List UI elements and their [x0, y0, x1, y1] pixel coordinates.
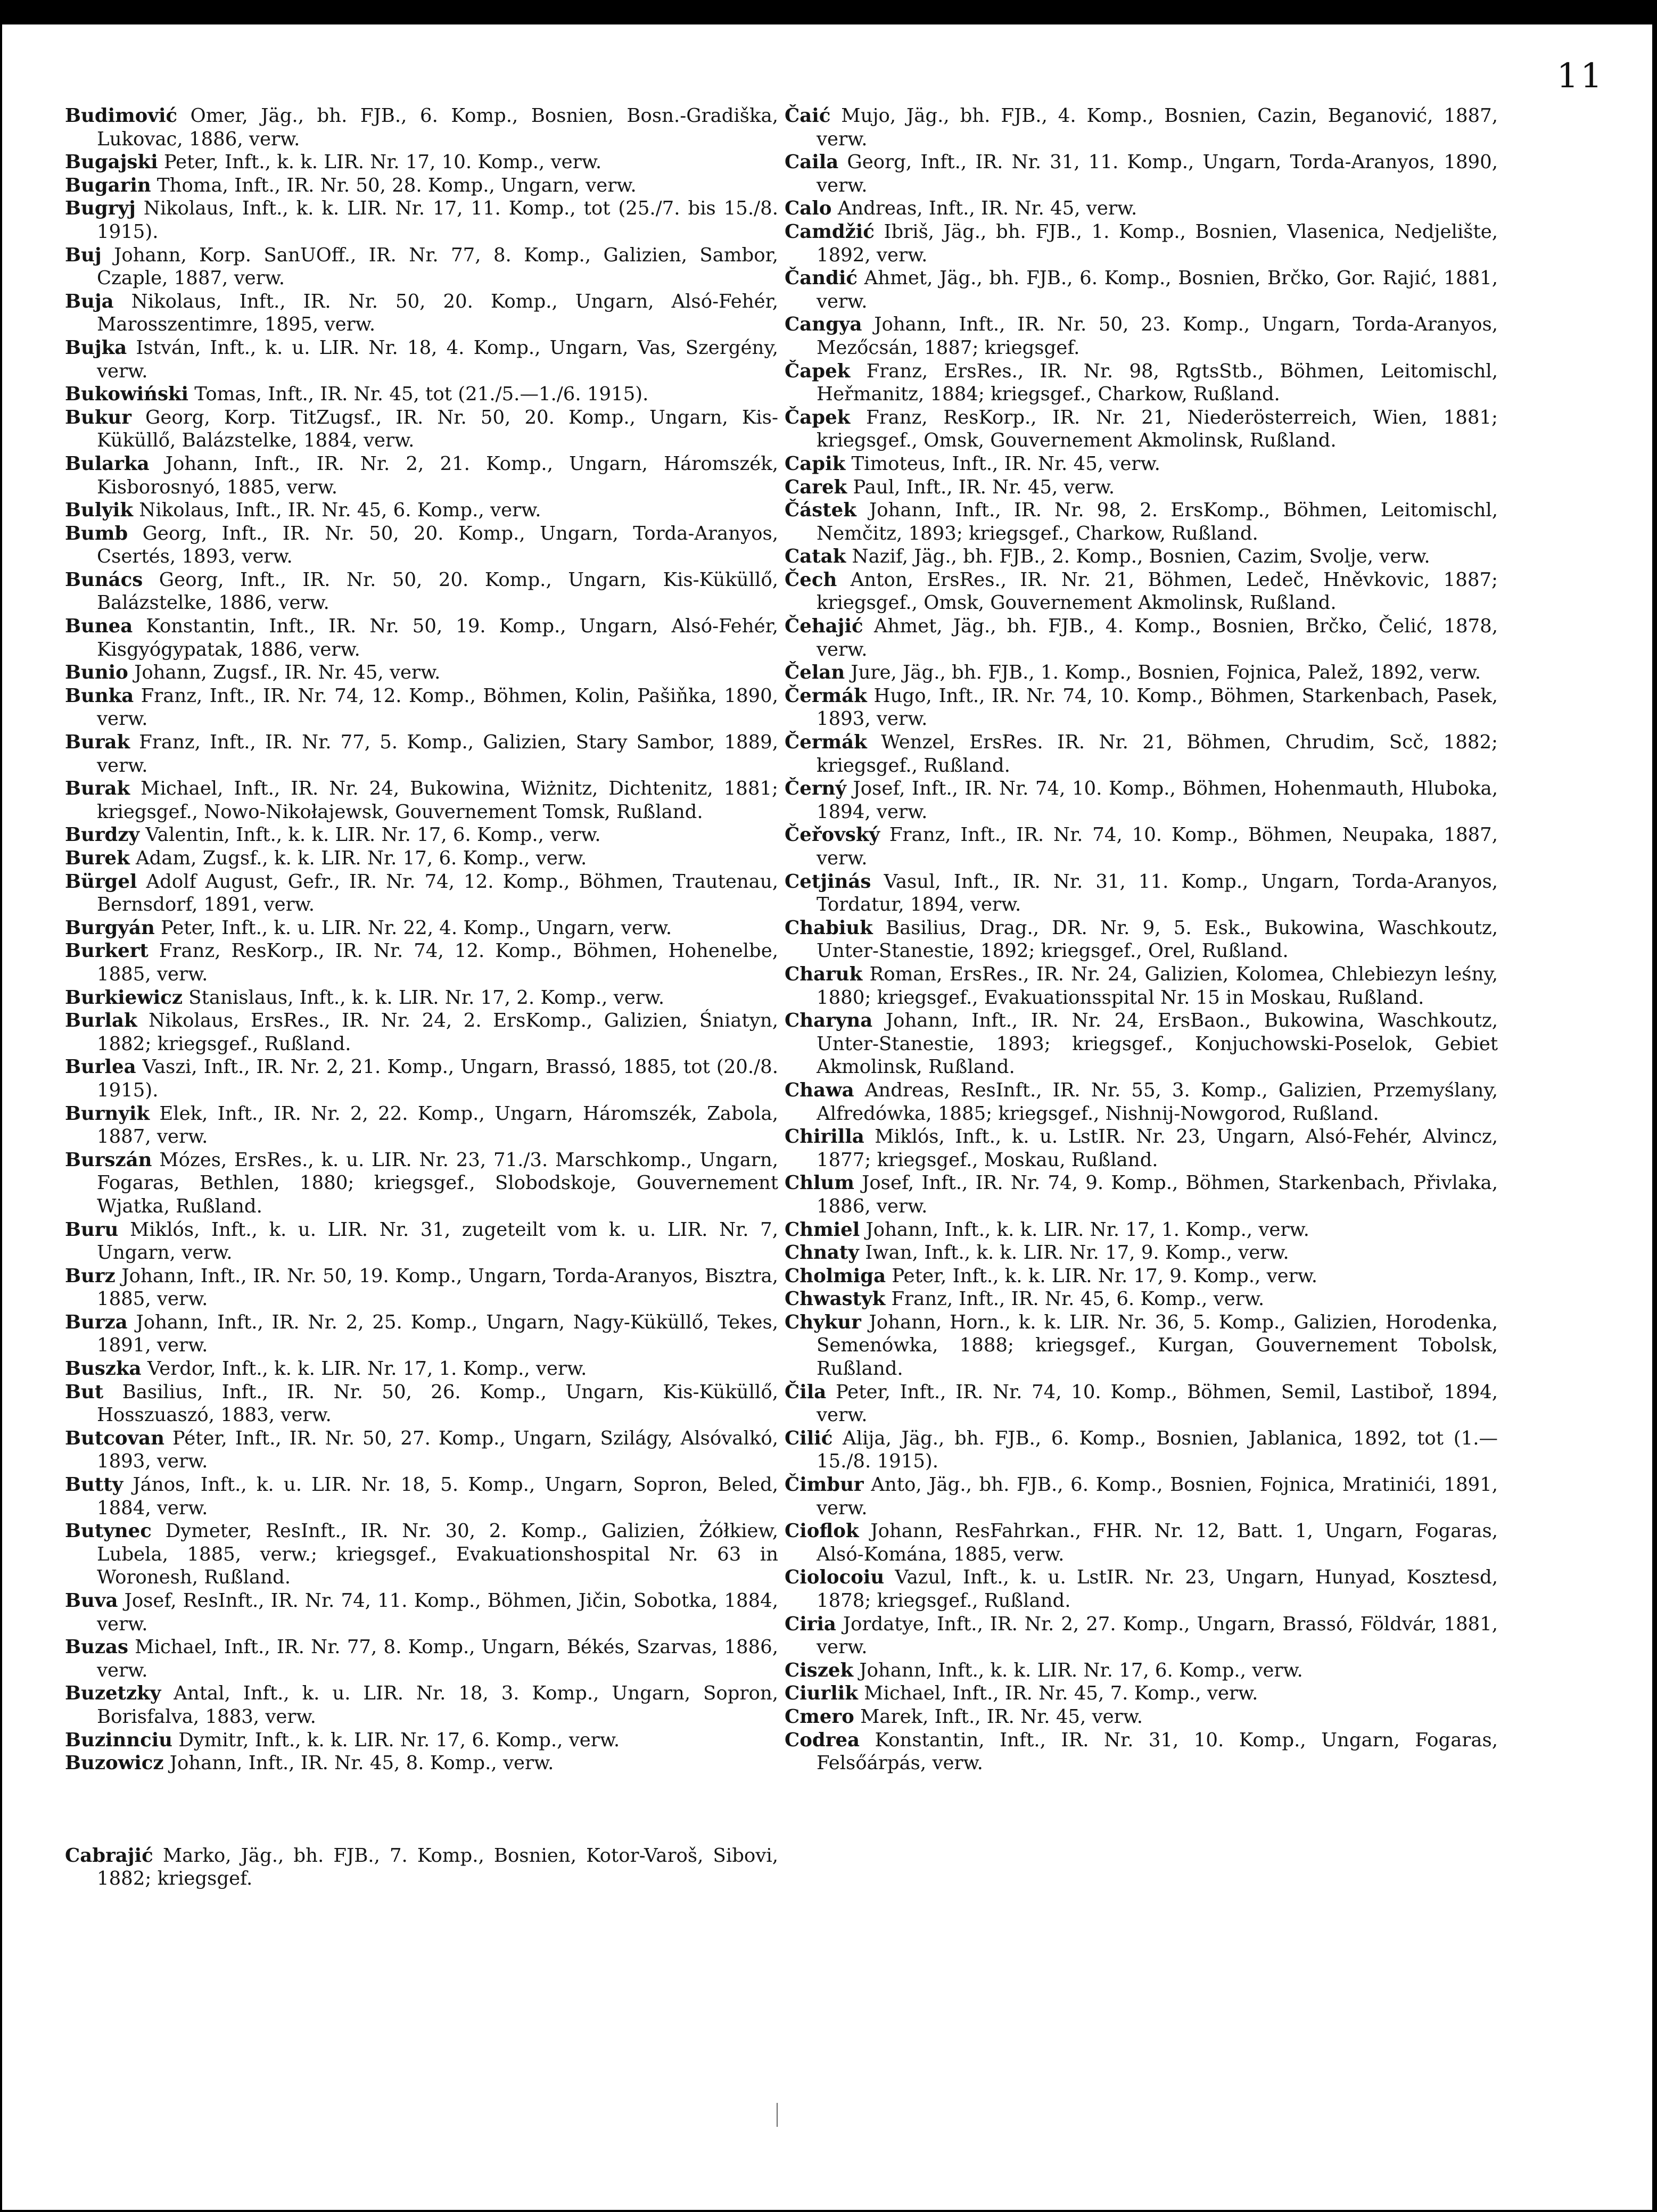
- entry-surname: Cholmiga: [785, 1265, 886, 1287]
- entry-surname: Budimović: [65, 105, 178, 127]
- entry-details: Miklós, Inft., k. u. LIR. Nr. 31, zugeteilt vom k. u. LIR. Nr. 7, Ungarn, verw.: [97, 1218, 778, 1264]
- entry-surname: Codrea: [785, 1729, 860, 1751]
- entry-details: Paul, Inft., IR. Nr. 45, verw.: [847, 476, 1115, 498]
- entry-details: Johann, Inft., k. k. LIR. Nr. 17, 6. Komp., verw.: [853, 1659, 1303, 1681]
- entry-details: Valentin, Inft., k. k. LIR. Nr. 17, 6. Komp., verw.: [139, 824, 601, 846]
- entry-details: Péter, Inft., IR. Nr. 50, 27. Komp., Ungarn, Szilágy, Alsóvalkó, 1893, verw.: [97, 1427, 778, 1473]
- entry-details: Franz, Inft., IR. Nr. 74, 10. Komp., Böhmen, Neupaka, 1887, verw.: [817, 824, 1498, 869]
- register-entry: [65, 1682, 778, 1728]
- register-entry: [785, 1311, 1498, 1381]
- entry-surname: Buj: [65, 244, 102, 266]
- entry-surname: Bunács: [65, 568, 143, 591]
- register-entry: [65, 1009, 778, 1055]
- entry-surname: Charuk: [785, 963, 863, 985]
- entry-surname: Čelan: [785, 662, 845, 684]
- entry-details: Georg, Inft., IR. Nr. 31, 11. Komp., Ungarn, Torda-Aranyos, 1890, verw.: [817, 151, 1498, 196]
- entry-surname: Catak: [785, 546, 846, 568]
- entry-surname: Buja: [65, 290, 114, 312]
- entry-surname: Camdžić: [785, 220, 875, 243]
- entry-surname: Ciria: [785, 1613, 836, 1635]
- entry-surname: Chawa: [785, 1079, 854, 1101]
- entry-surname: Buzinnciu: [65, 1729, 172, 1751]
- entry-details: Vazul, Inft., k. u. LstIR. Nr. 23, Ungarn, Hunyad, Kosztesd, 1878; kriegsgef., Rußland.: [817, 1566, 1498, 1612]
- entry-details: Adolf August, Gefr., IR. Nr. 74, 12. Komp., Böhmen, Trautenau, Bernsdorf, 1891, verw.: [97, 870, 778, 916]
- register-entry: [785, 684, 1498, 731]
- entry-surname: Čandić: [785, 267, 858, 290]
- entry-surname: Butcovan: [65, 1427, 164, 1449]
- entry-surname: Buva: [65, 1590, 118, 1612]
- register-entry: [785, 1659, 1498, 1682]
- entry-surname: Bumb: [65, 522, 128, 544]
- entry-surname: Bürgel: [65, 870, 137, 893]
- register-entry: [785, 1566, 1498, 1612]
- entry-details: Miklós, Inft., k. u. LstIR. Nr. 23, Ungarn, Alsó-Fehér, Alvincz, 1877; kriegsgef., Moskau, Rußland.: [817, 1126, 1498, 1171]
- register-entry: [785, 1218, 1498, 1242]
- entry-surname: Bukowiński: [65, 383, 189, 406]
- entry-details: Ahmet, Jäg., bh. FJB., 4. Komp., Bosnien, Brčko, Čelić, 1878, verw.: [817, 615, 1498, 661]
- register-entry: [785, 1705, 1498, 1729]
- entry-details: Wenzel, ErsRes. IR. Nr. 21, Böhmen, Chrudim, Scč, 1882; kriegsgef., Rußland.: [817, 731, 1498, 777]
- register-entry: [785, 151, 1498, 197]
- register-entry: [785, 1009, 1498, 1079]
- entry-details: Marek, Inft., IR. Nr. 45, verw.: [854, 1705, 1143, 1728]
- register-entry: [65, 731, 778, 777]
- register-entry: [785, 1125, 1498, 1171]
- entry-surname: Čapek: [785, 406, 851, 428]
- register-entry: [65, 151, 778, 174]
- entry-details: Omer, Jäg., bh. FJB., 6. Komp., Bosnien, Bosn.-Gradiška, Lukovac, 1886, verw.: [97, 105, 778, 150]
- entry-details: Timoteus, Inft., IR. Nr. 45, verw.: [845, 452, 1160, 475]
- entry-surname: Částek: [785, 499, 856, 522]
- entry-surname: Burlea: [65, 1056, 136, 1078]
- entry-details: János, Inft., k. u. LIR. Nr. 18, 5. Komp., Ungarn, Sopron, Beled, 1884, verw.: [97, 1474, 778, 1519]
- entry-surname: Čermák: [785, 731, 867, 754]
- entry-surname: Burek: [65, 847, 130, 869]
- entry-details: Johann, Inft., IR. Nr. 45, 8. Komp., verw.: [163, 1752, 554, 1774]
- entry-details: Franz, Inft., IR. Nr. 74, 12. Komp., Böhmen, Kolin, Pašiňka, 1890, verw.: [97, 684, 778, 730]
- entry-surname: Burgyán: [65, 917, 155, 939]
- entry-details: Peter, Inft., k. k. LIR. Nr. 17, 9. Komp., verw.: [886, 1265, 1318, 1287]
- entry-details: Basilius, Inft., IR. Nr. 50, 26. Komp., Ungarn, Kis-Küküllő, Hosszuaszó, 1883, verw.: [97, 1381, 778, 1426]
- entry-surname: Burza: [65, 1311, 128, 1333]
- entry-details: Thoma, Inft., IR. Nr. 50, 28. Komp., Ungarn, verw.: [151, 174, 637, 196]
- entry-surname: Chykur: [785, 1311, 861, 1333]
- entry-surname: Carek: [785, 476, 847, 498]
- register-entry: [65, 174, 778, 197]
- entry-surname: But: [65, 1381, 104, 1403]
- register-entry: [65, 197, 778, 243]
- entry-surname: Bujka: [65, 336, 127, 359]
- register-entry: [65, 406, 778, 452]
- entry-details: Iwan, Inft., k. k. LIR. Nr. 17, 9. Komp., verw.: [859, 1242, 1289, 1264]
- entry-surname: Capik: [785, 452, 846, 475]
- register-entry: [785, 823, 1498, 870]
- entry-surname: Burnyik: [65, 1102, 150, 1125]
- register-entry: [65, 939, 778, 986]
- register-entry: [785, 963, 1498, 1009]
- entry-details: Michael, Inft., IR. Nr. 24, Bukowina, Wiżnitz, Dichtenitz, 1881; kriegsgef., Nowo-Nikołajewsk, Gouvernement Tomsk, Rußland.: [97, 778, 778, 823]
- entry-surname: Ciolocoiu: [785, 1566, 885, 1589]
- register-entry: [785, 1427, 1498, 1473]
- entry-details: Georg, Korp. TitZugsf., IR. Nr. 50, 20. Komp., Ungarn, Kis-Küküllő, Balázstelke, 1884, verw.: [97, 406, 778, 452]
- entry-details: Johann, Inft., IR. Nr. 50, 23. Komp., Ungarn, Torda-Aranyos, Mezőcsán, 1887; kriegsgef.: [817, 313, 1498, 359]
- right-column: [785, 104, 1498, 1775]
- entry-surname: Cioflok: [785, 1520, 859, 1542]
- entry-surname: Buzowicz: [65, 1752, 164, 1774]
- register-entry: [65, 104, 778, 151]
- register-entry: [65, 661, 778, 684]
- entry-details: Jure, Jäg., bh. FJB., 1. Komp., Bosnien, Fojnica, Palež, 1892, verw.: [845, 662, 1481, 684]
- entry-details: Peter, Inft., k. u. LIR. Nr. 22, 4. Komp., Ungarn, verw.: [154, 917, 672, 939]
- entry-surname: Bunio: [65, 662, 128, 684]
- register-entry: [65, 917, 778, 940]
- register-entry: [785, 1682, 1498, 1705]
- register-entry: [785, 476, 1498, 499]
- entry-surname: Butty: [65, 1474, 123, 1496]
- register-entry: [65, 244, 778, 290]
- entry-surname: Burlak: [65, 1010, 137, 1032]
- register-entry: [65, 1102, 778, 1149]
- register-entry: [785, 313, 1498, 359]
- register-entry: [785, 1520, 1498, 1566]
- entry-surname: Chwastyk: [785, 1288, 886, 1310]
- entry-details: Johann, Horn., k. k. LIR. Nr. 36, 5. Komp., Galizien, Horodenka, Semenówka, 1888; kriegsgef., Kurgan, Gouvernement Tobolsk, Rußland.: [817, 1311, 1498, 1380]
- entry-surname: Buzas: [65, 1636, 128, 1658]
- entry-surname: Bugajski: [65, 151, 158, 174]
- entry-surname: Buru: [65, 1218, 119, 1241]
- entry-surname: Čech: [785, 568, 837, 591]
- register-entry: [785, 104, 1498, 151]
- entry-details: Franz, Inft., IR. Nr. 45, 6. Komp., verw.: [885, 1288, 1265, 1310]
- entry-surname: Bugryj: [65, 197, 136, 220]
- column-rule: [777, 2103, 778, 2127]
- entry-details: Antal, Inft., k. u. LIR. Nr. 18, 3. Komp., Ungarn, Sopron, Borisfalva, 1883, verw.: [97, 1682, 778, 1728]
- entry-details: Ibriš, Jäg., bh. FJB., 1. Komp., Bosnien, Vlasenica, Nedjelište, 1892, verw.: [817, 220, 1498, 266]
- register-entry: [785, 1171, 1498, 1218]
- entry-details: Johann, Inft., IR. Nr. 50, 19. Komp., Ungarn, Torda-Aranyos, Bisztra, 1885, verw.: [97, 1265, 778, 1310]
- entry-details: Dymitr, Inft., k. k. LIR. Nr. 17, 6. Komp., verw.: [172, 1729, 620, 1751]
- entry-surname: Cangya: [785, 313, 862, 336]
- entry-surname: Cetjinás: [785, 870, 871, 893]
- entry-surname: Burkert: [65, 940, 149, 962]
- register-entry: [65, 1427, 778, 1473]
- entry-details: Nikolaus, Inft., k. k. LIR. Nr. 17, 11. Komp., tot (25./7. bis 15./8. 1915).: [97, 197, 778, 243]
- entry-details: Tomas, Inft., IR. Nr. 45, tot (21./5.—1./6. 1915).: [188, 383, 649, 406]
- entry-surname: Burdzy: [65, 824, 140, 846]
- entry-details: Mujo, Jäg., bh. FJB., 4. Komp., Bosnien, Cazin, Beganović, 1887, verw.: [817, 105, 1498, 150]
- register-entry: [65, 1589, 778, 1636]
- entry-surname: Čapek: [785, 360, 851, 382]
- entry-details: Johann, Inft., IR. Nr. 2, 25. Komp., Ungarn, Nagy-Küküllő, Tekes, 1891, verw.: [97, 1311, 778, 1357]
- entry-details: Franz, ResKorp., IR. Nr. 74, 12. Komp., Böhmen, Hohenelbe, 1885, verw.: [97, 940, 778, 985]
- register-entry: [785, 1613, 1498, 1659]
- register-entry: [65, 522, 778, 568]
- register-entry: [65, 1357, 778, 1381]
- entry-surname: Burszán: [65, 1149, 152, 1171]
- register-entry: [65, 1149, 778, 1218]
- entry-details: István, Inft., k. u. LIR. Nr. 18, 4. Komp., Ungarn, Vas, Szergény, verw.: [97, 336, 778, 382]
- entry-details: Basilius, Drag., DR. Nr. 9, 5. Esk., Bukowina, Waschkoutz, Unter-Stanestie, 1892; kriegsgef., Orel, Rußland.: [817, 917, 1498, 962]
- entry-details: Johann, Zugsf., IR. Nr. 45, verw.: [128, 662, 441, 684]
- register-entry: [65, 777, 778, 823]
- entry-surname: Chirilla: [785, 1126, 864, 1148]
- register-entry: [65, 1055, 778, 1102]
- entry-details: Marko, Jäg., bh. FJB., 7. Komp., Bosnien, Kotor-Varoš, Sibovi, 1882; kriegsgef.: [97, 1844, 778, 1890]
- register-entry: [65, 1473, 778, 1520]
- register-entry: [65, 847, 778, 870]
- entry-surname: Bunea: [65, 615, 133, 638]
- left-column: [65, 104, 778, 1891]
- entry-details: Konstantin, Inft., IR. Nr. 31, 10. Komp., Ungarn, Fogaras, Felsőárpás, verw.: [817, 1729, 1498, 1774]
- book-page: [2, 24, 1652, 2210]
- entry-surname: Čehajić: [785, 615, 863, 638]
- register-entry: [785, 731, 1498, 777]
- entry-surname: Burak: [65, 778, 130, 800]
- register-entry: [65, 986, 778, 1010]
- register-entry: [65, 1520, 778, 1589]
- entry-details: Ahmet, Jäg., bh. FJB., 6. Komp., Bosnien, Brčko, Gor. Rajić, 1881, verw.: [817, 267, 1498, 312]
- entry-surname: Caila: [785, 151, 839, 174]
- register-entry: [785, 197, 1498, 220]
- entry-details: Johann, ResFahrkan., FHR. Nr. 12, Batt. 1, Ungarn, Fogaras, Alsó-Komána, 1885, verw.: [817, 1520, 1498, 1565]
- entry-details: Alija, Jäg., bh. FJB., 6. Komp., Bosnien, Jablanica, 1892, tot (1.—15./8. 1915).: [817, 1427, 1498, 1473]
- register-entry: [65, 615, 778, 661]
- entry-surname: Charyna: [785, 1010, 873, 1032]
- entry-details: Vaszi, Inft., IR. Nr. 2, 21. Komp., Ungarn, Brassó, 1885, tot (20./8. 1915).: [97, 1056, 778, 1101]
- entry-details: Andreas, Inft., IR. Nr. 45, verw.: [831, 197, 1137, 220]
- register-entry: [65, 823, 778, 847]
- entry-details: Georg, Inft., IR. Nr. 50, 20. Komp., Ungarn, Kis-Küküllő, Balázstelke, 1886, verw.: [97, 568, 778, 614]
- register-entry: [785, 1381, 1498, 1427]
- entry-details: Franz, ResKorp., IR. Nr. 21, Niederösterreich, Wien, 1881; kriegsgef., Omsk, Gouvernement Akmolinsk, Rußland.: [817, 406, 1498, 452]
- register-entry: [785, 267, 1498, 313]
- entry-surname: Chmiel: [785, 1218, 860, 1241]
- entry-details: Michael, Inft., IR. Nr. 45, 7. Komp., verw.: [858, 1682, 1258, 1705]
- entry-details: Peter, Inft., IR. Nr. 74, 10. Komp., Böhmen, Semil, Lastiboř, 1894, verw.: [817, 1381, 1498, 1426]
- entry-details: Anton, ErsRes., IR. Nr. 21, Böhmen, Ledeč, Hněvkovic, 1887; kriegsgef., Omsk, Gouvernement Akmolinsk, Rußland.: [817, 568, 1498, 614]
- entry-surname: Buzetzky: [65, 1682, 161, 1705]
- page-number: 11: [1556, 56, 1604, 96]
- entry-surname: Chnaty: [785, 1242, 859, 1264]
- register-entry: [785, 1473, 1498, 1520]
- register-entry: [785, 1241, 1498, 1265]
- register-entry: [785, 499, 1498, 545]
- entry-surname: Burkiewicz: [65, 986, 183, 1009]
- register-entry: [65, 452, 778, 499]
- entry-details: Josef, Inft., IR. Nr. 74, 10. Komp., Böhmen, Hohenmauth, Hluboka, 1894, verw.: [817, 778, 1498, 823]
- entry-details: Johann, Inft., IR. Nr. 98, 2. ErsKomp., Böhmen, Leitomischl, Nemčitz, 1893; kriegsgef., Charkow, Rußland.: [817, 499, 1498, 544]
- entry-details: Franz, Inft., IR. Nr. 77, 5. Komp., Galizien, Stary Sambor, 1889, verw.: [97, 731, 778, 777]
- register-entry: [65, 290, 778, 336]
- entry-details: Peter, Inft., k. k. LIR. Nr. 17, 10. Komp., verw.: [158, 151, 602, 174]
- entry-surname: Calo: [785, 197, 832, 220]
- entry-surname: Bugarin: [65, 174, 151, 196]
- entry-surname: Burz: [65, 1265, 116, 1287]
- register-entry: [65, 1729, 778, 1752]
- register-entry: [65, 499, 778, 522]
- entry-details: Elek, Inft., IR. Nr. 2, 22. Komp., Ungarn, Háromszék, Zabola, 1887, verw.: [97, 1102, 778, 1148]
- entry-surname: Chlum: [785, 1172, 854, 1194]
- entry-surname: Čimbur: [785, 1474, 864, 1496]
- entry-surname: Cabrajić: [65, 1844, 153, 1867]
- entry-details: Dymeter, ResInft., IR. Nr. 30, 2. Komp., Galizien, Żółkiew, Lubela, 1885, verw.; kriegsgef., Evakuationshospital Nr. 63 in Woronesh, Rußland.: [97, 1520, 778, 1589]
- entry-details: Michael, Inft., IR. Nr. 77, 8. Komp., Ungarn, Békés, Szarvas, 1886, verw.: [97, 1636, 778, 1681]
- register-entry: [785, 220, 1498, 267]
- entry-surname: Bunka: [65, 684, 134, 707]
- entry-details: Nikolaus, Inft., IR. Nr. 45, 6. Komp., verw.: [133, 499, 541, 522]
- entry-details: Andreas, ResInft., IR. Nr. 55, 3. Komp., Galizien, Przemyślany, Alfredówka, 1885; kriegsgef., Nishnij-Nowgorod, Rußland.: [817, 1079, 1498, 1125]
- entry-surname: Cmero: [785, 1705, 854, 1728]
- entry-details: Josef, Inft., IR. Nr. 74, 9. Komp., Böhmen, Starkenbach, Přivlaka, 1886, verw.: [817, 1172, 1498, 1217]
- entry-details: Vasul, Inft., IR. Nr. 31, 11. Komp., Ungarn, Torda-Aranyos, Tordatur, 1894, verw.: [817, 870, 1498, 916]
- register-entry: [785, 360, 1498, 406]
- entry-details: Johann, Inft., k. k. LIR. Nr. 17, 1. Komp., verw.: [860, 1218, 1309, 1241]
- register-entry: [785, 1729, 1498, 1775]
- entry-details: Franz, ErsRes., IR. Nr. 98, RgtsStb., Böhmen, Leitomischl, Heřmanitz, 1884; kriegsgef., Charkow, Rußland.: [817, 360, 1498, 406]
- entry-details: Roman, ErsRes., IR. Nr. 24, Galizien, Kolomea, Chlebiezyn leśny, 1880; kriegsgef., Evakuationsspital Nr. 15 in Moskau, Rußland.: [817, 963, 1498, 1009]
- register-entry: [65, 684, 778, 731]
- entry-surname: Burak: [65, 731, 130, 754]
- register-entry: [785, 1265, 1498, 1288]
- entry-surname: Chabiuk: [785, 917, 873, 939]
- entry-surname: Cilić: [785, 1427, 833, 1449]
- register-entry: [65, 568, 778, 615]
- register-entry: [65, 1381, 778, 1427]
- register-entry: [65, 870, 778, 917]
- register-entry: [785, 545, 1498, 568]
- section-gap: [65, 1775, 778, 1844]
- entry-surname: Čeřovský: [785, 824, 880, 846]
- register-entry: [65, 1311, 778, 1357]
- entry-surname: Ciszek: [785, 1659, 854, 1681]
- register-entry: [785, 661, 1498, 684]
- entry-details: Johann, Korp. SanUOff., IR. Nr. 77, 8. Komp., Galizien, Sambor, Czaple, 1887, verw.: [97, 244, 778, 290]
- register-entry: [785, 1079, 1498, 1125]
- entry-details: Nikolaus, Inft., IR. Nr. 50, 20. Komp., Ungarn, Alsó-Fehér, Marosszentimre, 1895, verw.: [97, 290, 778, 336]
- entry-details: Josef, ResInft., IR. Nr. 74, 11. Komp., Böhmen, Jičin, Sobotka, 1884, verw.: [97, 1590, 778, 1635]
- register-entry: [785, 870, 1498, 917]
- entry-surname: Buszka: [65, 1358, 142, 1380]
- register-entry: [785, 1287, 1498, 1311]
- register-entry: [785, 777, 1498, 823]
- entry-details: Stanislaus, Inft., k. k. LIR. Nr. 17, 2. Komp., verw.: [183, 986, 665, 1009]
- register-entry: [65, 1265, 778, 1311]
- entry-surname: Bulyik: [65, 499, 134, 522]
- entry-details: Konstantin, Inft., IR. Nr. 50, 19. Komp., Ungarn, Alsó-Fehér, Kisgyógypatak, 1886, verw.: [97, 615, 778, 661]
- register-entry: [65, 1218, 778, 1265]
- entry-details: Mózes, ErsRes., k. u. LIR. Nr. 23, 71./3. Marschkomp., Ungarn, Fogaras, Bethlen, 1880; kriegsgef., Slobodskoje, Gouvernement Wjatka, Rußland.: [97, 1149, 778, 1217]
- entry-surname: Ciurlik: [785, 1682, 858, 1705]
- entry-surname: Čila: [785, 1381, 827, 1403]
- entry-surname: Čermák: [785, 684, 867, 707]
- entry-details: Verdor, Inft., k. k. LIR. Nr. 17, 1. Komp., verw.: [141, 1358, 587, 1380]
- register-entry: [65, 1752, 778, 1775]
- entry-surname: Bularka: [65, 452, 150, 475]
- entry-details: Adam, Zugsf., k. k. LIR. Nr. 17, 6. Komp., verw.: [129, 847, 587, 869]
- register-entry: [785, 406, 1498, 452]
- entry-details: Georg, Inft., IR. Nr. 50, 20. Komp., Ungarn, Torda-Aranyos, Csertés, 1893, verw.: [97, 522, 778, 568]
- entry-details: Jordatye, Inft., IR. Nr. 2, 27. Komp., Ungarn, Brassó, Földvár, 1881, verw.: [817, 1613, 1498, 1658]
- register-entry: [65, 336, 778, 383]
- entry-details: Nazif, Jäg., bh. FJB., 2. Komp., Bosnien, Cazim, Svolje, verw.: [846, 546, 1430, 568]
- entry-surname: Černý: [785, 778, 846, 800]
- entry-details: Anto, Jäg., bh. FJB., 6. Komp., Bosnien, Fojnica, Mratinići, 1891, verw.: [817, 1474, 1498, 1519]
- register-entry: [65, 1636, 778, 1682]
- register-entry: [65, 383, 778, 406]
- entry-details: Johann, Inft., IR. Nr. 24, ErsBaon., Bukowina, Waschkoutz, Unter-Stanestie, 1893; kriegsgef., Konjuchowski-Poselok, Gebiet Akmolinsk, Rußland.: [817, 1010, 1498, 1078]
- entry-details: Hugo, Inft., IR. Nr. 74, 10. Komp., Böhmen, Starkenbach, Pasek, 1893, verw.: [817, 684, 1498, 730]
- register-entry: [785, 615, 1498, 661]
- register-entry: [65, 1844, 778, 1891]
- register-entry: [785, 452, 1498, 476]
- entry-surname: Čaić: [785, 105, 831, 127]
- entry-details: Nikolaus, ErsRes., IR. Nr. 24, 2. ErsKomp., Galizien, Śniatyn, 1882; kriegsgef., Rußland.: [97, 1010, 778, 1055]
- entry-surname: Butynec: [65, 1520, 152, 1542]
- register-entry: [785, 568, 1498, 615]
- entry-details: Johann, Inft., IR. Nr. 2, 21. Komp., Ungarn, Háromszék, Kisborosnyó, 1885, verw.: [97, 452, 778, 498]
- entry-surname: Bukur: [65, 406, 131, 428]
- register-entry: [785, 917, 1498, 963]
